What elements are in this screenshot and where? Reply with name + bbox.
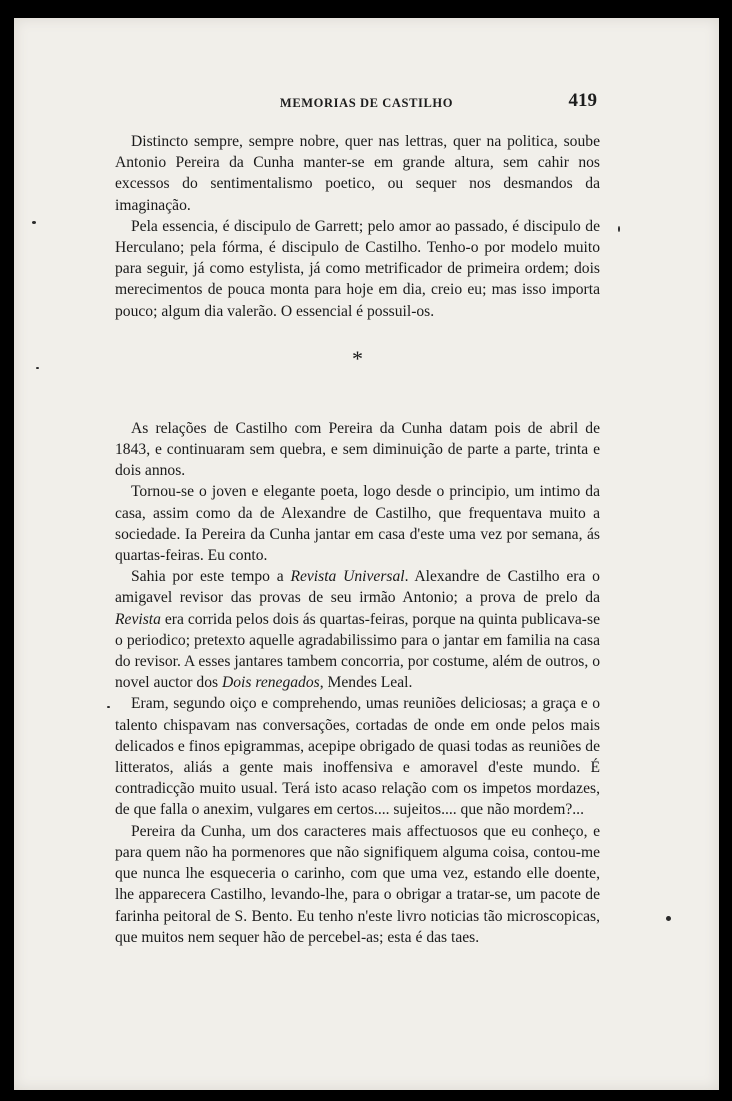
text-run: , Mendes Leal.: [319, 674, 413, 692]
italic-title-revista: Revista: [115, 610, 161, 628]
scan-speck: [618, 226, 620, 232]
paragraph: As relações de Castilho com Pereira da Cunha datam pois de abril de 1843, e continuaram sem quebra, e sem diminuição de parte a parte, trinta e dois annos.: [115, 419, 600, 480]
book-page: [14, 18, 719, 1090]
page-header: [14, 90, 719, 114]
paragraph: Tornou-se o joven e elegante poeta, logo desde o principio, um intimo da casa, assim como da de Alexandre de Castilho, que frequentava muito a sociedade. Ia Pereira da Cunha jantar em casa d'este uma vez por semana, ás quartas-feiras. Eu conto.: [115, 483, 600, 565]
paragraph: Pela essencia, é discipulo de Garrett; pelo amor ao passado, é discipulo de Herculano; pela fórma, é discipulo de Castilho. Tenho-o por modelo muito para seguir, já como estylista, já como metrificador de primeira ordem; dois merecimentos de pouca monta para hoje em dia, creio eu; mas isso importa pouco; algum dia valerão. O essencial é possuil-os.: [115, 217, 600, 320]
paragraph: [115, 566, 600, 693]
scan-speck: [36, 367, 39, 369]
paragraph: Pereira da Cunha, um dos caracteres mais affectuosos que eu conheço, e para quem não ha pormenores que não signifiquem alguma coisa, contou-me que nunca lhe esqueceria o carinho, com que uma vez, estando elle doente, lhe apparecera Castilho, levando-lhe, para o obrigar a tratar-se, um pacote de farinha peitoral de S. Bento. Eu tenho n'este livro noticias tão microscopicas, que muitos nem sequer hão de percebel-as; esta é das taes.: [115, 822, 600, 946]
body-text: [115, 131, 600, 948]
italic-title-revista-universal: Revista Universal: [290, 568, 405, 586]
running-title: MEMORIAS DE CASTILHO: [279, 96, 454, 110]
scan-speck: [32, 221, 36, 224]
scan-speck: [107, 706, 110, 708]
italic-title-dois-renegados: Dois renegados: [221, 674, 320, 692]
paragraph: Distincto sempre, sempre nobre, quer nas lettras, quer na politica, soube Antonio Pereira da Cunha manter-se em grande altura, sem cahir nos excessos do sentimentalismo poetico, ou sequer nos desmandos da imaginação.: [115, 133, 600, 214]
text-run: Sahia por este tempo a: [131, 568, 291, 586]
scan-speck: [666, 916, 671, 921]
page-number: 419: [568, 90, 597, 111]
text-run: . Alexandre de Castilho era o amigavel revisor das provas de seu irmão Antonio; a prova de prelo da: [115, 568, 600, 607]
paragraph: Eram, segundo oiço e comprehendo, umas reuniões deliciosas; a graça e o talento chispavam nas conversações, cortadas de onde em onde pelos mais delicados e finos epigrammas, acepipe obrigado de quasi todas as reuniões de litteratos, aliás a gente mais inoffensiva e amoravel d'este mundo. É contradicção muito usual. Terá isto acaso relação com os impetos mordazes, de que falla o anexim, vulgares em certos.... sujeitos.... que não mordem?...: [115, 695, 600, 819]
text-run: era corrida pelos dois ás quartas-feiras, porque na quinta publicava-se o periodico; pretexto aquelle agradabilissimo para o jantar em familia na casa do revisor. A esses jantares tambem concorria, por costume, além de outros, o novel auctor dos: [115, 610, 600, 692]
section-separator: *: [352, 345, 363, 371]
